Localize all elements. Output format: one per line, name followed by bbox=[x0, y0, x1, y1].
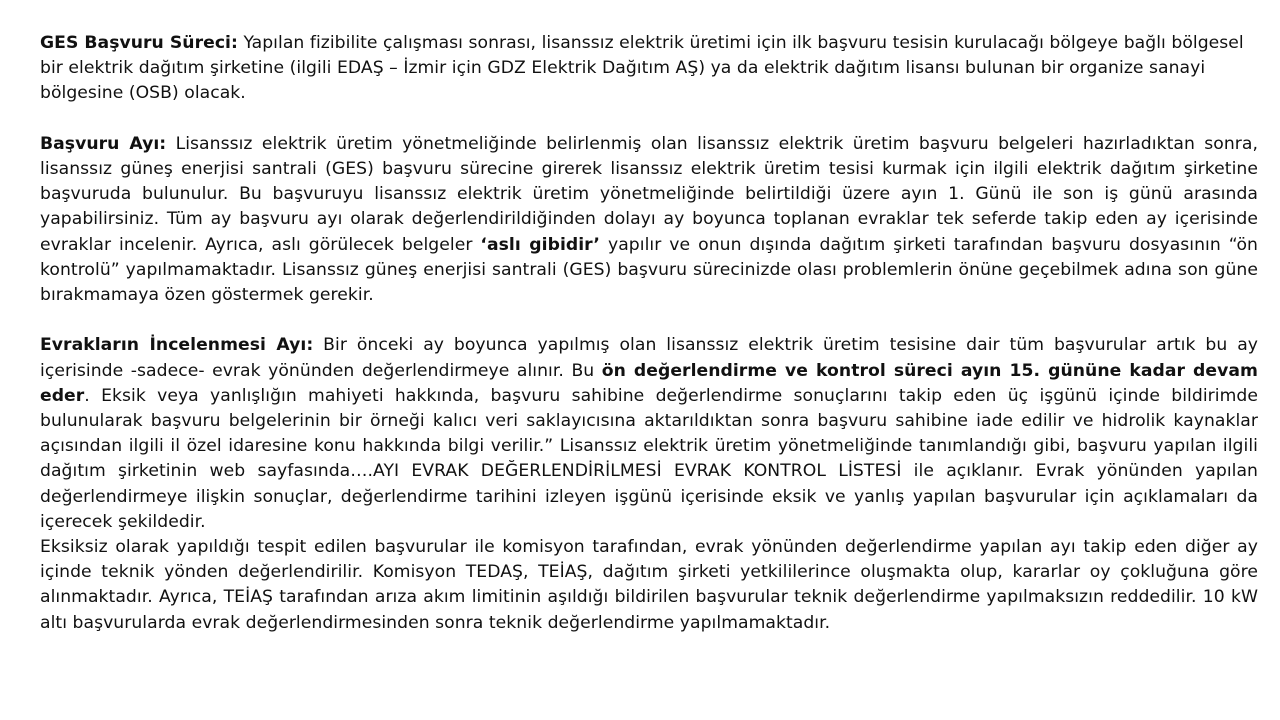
heading-application-month: Başvuru Ayı: bbox=[40, 133, 167, 154]
heading-ges-application-process: GES Başvuru Süreci: bbox=[40, 33, 238, 53]
document-review-emphasis: ön değerlendirme ve kontrol süreci ayın 15. gününe kadar devam eder bbox=[40, 360, 1258, 406]
paragraph-application-month bbox=[40, 132, 1258, 308]
application-month-emphasis: ‘aslı gibidir’ bbox=[480, 234, 601, 255]
ges-application-process-text: Yapılan fizibilite çalışması sonrası, lisanssız elektrik üretimi için ilk başvuru tesisin kurulacağı bölgeye bağlı bölgesel bir elektrik dağıtım şirketine (ilgili EDAŞ – İzmir için GDZ Elektrik Dağıtım AŞ) ya da elektrik dağıtım lisansı bulunan bir organize sanayi bölgesine (OSB) olacak. bbox=[40, 33, 1244, 104]
document-review-text-2: . Eksik veya yanlışlığın mahiyeti hakkında, başvuru sahibine değerlendirme sonuçlarını takip eden üç işgünü içinde bildirimde bulunularak başvuru belgelerinin bir örneği kalıcı veri saklayıcısına aktarıldıktan sonra başvuru sahibine iade edilir ve hidrolik kaynaklar açısından ilgili il özel idaresine konu hakkında bilgi verilir.” Lisanssız elektrik üretim yönetmeliğinde tanımlandığı gibi, başvuru yapılan ilgili dağıtım şirketinin web sayfasında….AYI EVRAK DEĞERLENDİRİLMESİ EVRAK KONTROL LİSTESİ ile açıklanır. Evrak yönünden yapılan değerlendirmeye ilişkin sonuçlar, değerlendirme tarihini izleyen işgünü içerisinde eksik ve yanlış yapılan başvurular için açıklamaları da içerecek şekildedir. bbox=[40, 385, 1258, 532]
paragraph-document-review-month bbox=[40, 333, 1258, 535]
paragraph-spacer bbox=[40, 308, 1258, 333]
heading-document-review-month: Evrakların İncelenmesi Ayı: bbox=[40, 335, 314, 356]
technical-evaluation-text: Eksiksiz olarak yapıldığı tespit edilen başvurular ile komisyon tarafından, evrak yönünden değerlendirme yapılan ayı takip eden diğer ay içinde teknik yönden değerlendirilir. Komisyon TEDAŞ, TEİAŞ, dağıtım şirketi yetkililerince oluşmakta olup, kararlar oy çokluğuna göre alınmaktadır. Ayrıca, TEİAŞ tarafından arıza akım limitinin aşıldığı bildirilen başvurular teknik değerlendirme yapılmaksızın reddedilir. 10 kW altı başvurularda evrak değerlendirmesinden sonra teknik değerlendirme yapılmamaktadır. bbox=[40, 537, 1258, 633]
document-body bbox=[40, 31, 1258, 636]
application-month-text-1: Lisanssız elektrik üretim yönetmeliğinde belirlenmiş olan lisanssız elektrik üretim başvuru belgeleri hazırladıktan sonra, lisanssız güneş enerjisi santrali (GES) başvuru sürecine girerek lisanssız elektrik üretim tesisi kurmak için ilgili elektrik dağıtım şirketine başvuruda bulunulur. Bu başvuruyu lisanssız elektrik üretim yönetmeliğinde belirtildiği üzere ayın 1. Günü ile son iş günü arasında yapabilirsiniz. Tüm ay başvuru ayı olarak değerlendirildiğinden dolayı ay boyunca toplanan evraklar tek seferde takip eden ay içerisinde evraklar incelenir. Ayrıca, aslı görülecek belgeler bbox=[40, 133, 1258, 255]
paragraph-technical-evaluation bbox=[40, 535, 1258, 636]
document-review-text-1: Bir önceki ay boyunca yapılmış olan lisanssız elektrik üretim tesisine dair tüm başvurular artık bu ay içerisinde -sadece- evrak yönünden değerlendirmeye alınır. Bu bbox=[40, 335, 1258, 381]
paragraph-spacer bbox=[40, 107, 1258, 132]
application-month-text-2: yapılır ve onun dışında dağıtım şirketi tarafından başvuru dosyasının “ön kontrolü” yapılmamaktadır. Lisanssız güneş enerjisi santrali (GES) başvuru sürecinizde olası problemlerin önüne geçebilmek adına son güne bırakmamaya özen göstermek gerekir. bbox=[40, 234, 1258, 306]
paragraph-ges-application-process bbox=[40, 31, 1258, 107]
